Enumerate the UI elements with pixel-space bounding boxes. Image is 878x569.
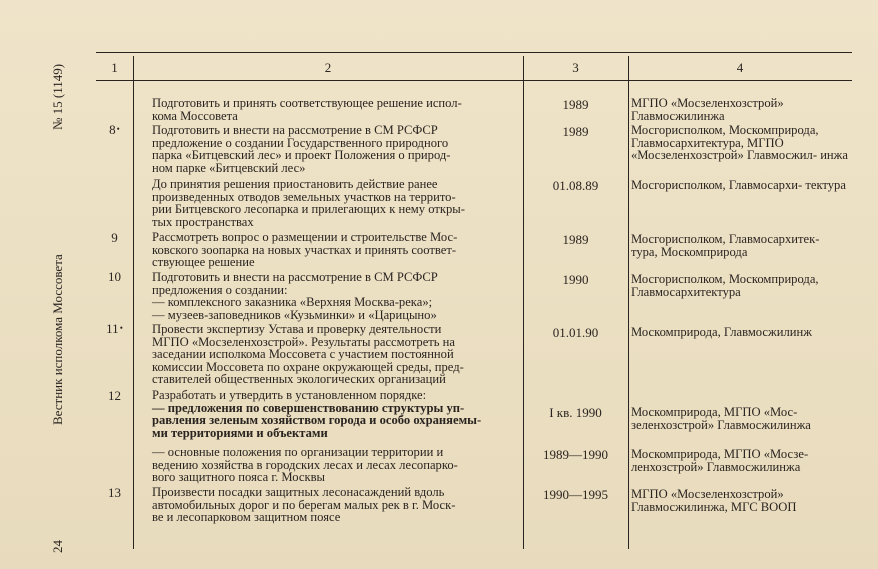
row-organizations: МГПО «Мосзеленхозстрой» Главмосжилинжа, МГС ВООП	[631, 487, 797, 514]
row-number: 11•	[106, 321, 123, 336]
row-date: 1989	[562, 97, 589, 112]
row-organizations: МГПО «Мосзеленхозстрой» Главмосжилинжа	[631, 96, 784, 123]
table-row-text: Провести экспертизу Устава и проверку деятельности МГПО «Мосзеленхозстрой». Результаты рассмотреть на заседании исполкома Моссовета с участием постоянной комиссии Моссовета по охране окружающей среды, пред- ставителей общественных экологических организаций	[152, 322, 464, 387]
table-row-text: Произвести посадки защитных лесонасаждений вдоль автомобильных дорог и по берегам малых рек в г. Моск- ве и лесопарковом защитном поясе	[152, 485, 456, 525]
table-top-rule	[96, 52, 852, 53]
table-row-text: Подготовить и принять соответствующее решение испол- кома Моссовета	[152, 96, 462, 123]
row-date: I кв. 1990	[549, 405, 602, 420]
row-date: 1989	[562, 124, 589, 139]
bullet-mark: •	[116, 124, 120, 134]
row-organizations: Мосгорисполком, Главмосархи- тектура	[631, 178, 846, 192]
row-organizations: Москомприрода, МГПО «Мосзе- ленхозстрой» Главмосжилинжа	[631, 447, 809, 474]
row-date: 1990	[562, 272, 589, 287]
table-row-text: Рассмотреть вопрос о размещении и строительстве Мос- ковского зоопарка на новых участках и принять соответ- ствующее решение	[152, 230, 458, 270]
column-header-4: 4	[736, 60, 744, 75]
table-row-text: Подготовить и внести на рассмотрение в СМ РСФСР предложение о создании Государственного природного парка «Битцевский лес» и проект Положения о природ- ном парке «Битцевский лес»	[152, 123, 451, 175]
row-date: 1989	[562, 232, 589, 247]
row-organizations: Мосгорисполком, Главмосархитек- тура, Москомприрода	[631, 232, 820, 259]
row-date: 01.01.90	[552, 325, 599, 340]
column-header-1: 1	[111, 60, 118, 75]
column-header-2: 2	[324, 60, 332, 75]
column-divider-3	[628, 56, 629, 549]
row-date: 1989—1990	[543, 447, 608, 462]
bullet-mark: •	[119, 323, 123, 333]
row-number: 12	[108, 388, 121, 403]
table-header-rule	[96, 80, 852, 81]
row-organizations: Мосгорисполком, Москомприрода, Главмосархитектура	[631, 272, 819, 299]
table-row-text: Подготовить и внести на рассмотрение в СМ РСФСР предложения о создании: — комплексного заказника «Верхняя Москва-река»; — музеев-заповедников «Кузьминки» и «Царицыно»	[152, 270, 438, 322]
table-row-text: — основные положения по организации территории и ведению хозяйства в городских лесах и лесах лесопарко- вого защитного пояса г. Москвы	[152, 445, 458, 485]
row-organizations: Москомприрода, Главмосжилинж	[631, 325, 812, 339]
row-organizations: Мосгорисполком, Москомприрода, Главмосархитектура, МГПО «Мосзеленхозстрой» Главмосжил- инжа	[631, 123, 848, 163]
table-row-text: До принятия решения приостановить действие ранее произведенных отводов земельных участков на террито- рии Битцевского лесопарка и прилегающих к нему откры- тых пространствах	[152, 177, 465, 229]
row-number: 9	[111, 230, 118, 245]
row-number: 10	[108, 269, 121, 284]
row-organizations: Москомприрода, МГПО «Мос- зеленхозстрой» Главмосжилинжа	[631, 405, 811, 432]
row-number: 13	[108, 485, 121, 500]
page-number: 24	[50, 540, 65, 553]
row-date: 1990—1995	[543, 487, 608, 502]
row-date: 01.08.89	[552, 178, 599, 193]
journal-title: Вестник исполкома Моссовета	[50, 254, 65, 425]
column-header-3: 3	[572, 60, 579, 75]
table-row-text: Разработать и утвердить в установленном порядке: — предложения по совершенствованию структуры уп- равления зеленым хозяйством города и особо охраняемы- ми территориями и объектами	[152, 388, 482, 440]
row-number: 8•	[109, 122, 120, 137]
column-divider-1	[133, 56, 134, 549]
issue-number: № 15 (1149)	[50, 63, 65, 130]
